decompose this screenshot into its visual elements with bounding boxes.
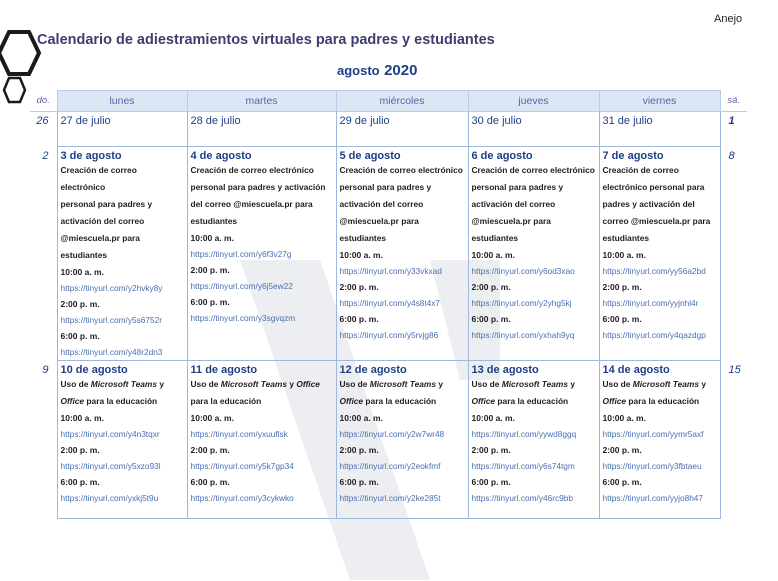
day-heading <box>191 361 333 376</box>
session-topic <box>472 376 596 410</box>
topic-text: Uso de <box>339 379 370 389</box>
session-link[interactable]: https://tinyurl.com/yxhah9yq <box>471 330 575 340</box>
day-cell <box>599 112 720 147</box>
session-link[interactable]: https://tinyurl.com/y5s6752r <box>60 315 162 325</box>
topic-product: Office <box>471 396 496 406</box>
weekday-header: do. <box>30 91 57 112</box>
session-time: 2:00 p. m. <box>471 282 511 292</box>
session-link[interactable]: https://tinyurl.com/y6f3v27g <box>190 249 292 259</box>
day-number: 2 <box>42 149 49 162</box>
day-cell <box>336 361 468 519</box>
day-cell <box>336 112 468 147</box>
topic-text: y <box>568 379 575 389</box>
session-topic <box>340 376 465 410</box>
day-cell <box>57 361 187 519</box>
session-link[interactable]: https://tinyurl.com/y5xzo93l <box>60 461 161 471</box>
topic-text: y <box>699 379 706 389</box>
topic-line: Creación de correo electrónico <box>471 165 595 175</box>
topic-product: Microsoft Teams <box>501 379 568 389</box>
day-number: 10 <box>60 364 73 376</box>
topic-text: Uso de <box>190 379 221 389</box>
day-heading <box>603 147 717 162</box>
session-time: 10:00 a. m. <box>339 413 383 423</box>
topic-product: Microsoft Teams <box>369 379 436 389</box>
session-topic <box>603 376 717 410</box>
topic-line: activación del correo <box>60 216 145 226</box>
topic-line: personal para padres y <box>60 199 153 209</box>
topic-line: Creación de correo <box>602 165 679 175</box>
session-link[interactable]: https://tinyurl.com/y4s8t4x7 <box>339 298 441 308</box>
week-row <box>30 361 747 519</box>
session-time: 6:00 p. m. <box>602 314 642 324</box>
topic-text: para la educación <box>363 396 437 406</box>
session-topic <box>61 376 184 410</box>
topic-line: electrónico personal para <box>602 182 705 192</box>
session-time: 10:00 a. m. <box>471 250 515 260</box>
topic-product: Office <box>339 396 364 406</box>
day-number: 11 <box>190 364 203 376</box>
session-link[interactable]: https://tinyurl.com/y2yhg5kj <box>471 298 572 308</box>
session-link[interactable]: https://tinyurl.com/yyjo8h47 <box>602 493 704 503</box>
topic-product: Microsoft Teams <box>632 379 699 389</box>
session-time: 2:00 p. m. <box>190 445 230 455</box>
sunday-cell <box>30 147 57 361</box>
weekday-header: martes <box>187 91 336 112</box>
week-row <box>30 147 747 361</box>
topic-line: @miescuela.pr para <box>471 216 551 226</box>
session-time: 2:00 p. m. <box>339 282 379 292</box>
topic-product: Microsoft Teams <box>220 379 287 389</box>
day-month-label: de agosto <box>196 150 252 162</box>
day-date: 30 de julio <box>471 115 522 127</box>
session-time: 10:00 a. m. <box>602 250 646 260</box>
topic-line: estudiantes <box>339 233 387 243</box>
saturday-cell <box>720 361 747 519</box>
topic-line: Creación de correo electrónico <box>190 165 314 175</box>
session-link[interactable]: https://tinyurl.com/y3sgvqzm <box>190 313 296 323</box>
day-cell <box>187 147 336 361</box>
topic-line: @miescuela.pr para <box>60 233 140 243</box>
topic-text: Uso de <box>471 379 502 389</box>
weekday-header: sá. <box>720 91 747 112</box>
session-link[interactable]: https://tinyurl.com/y46rc9bb <box>471 493 573 503</box>
session-time: 10:00 a. m. <box>471 413 515 423</box>
topic-line: estudiantes <box>60 250 108 260</box>
day-cell <box>187 361 336 519</box>
day-cell <box>468 147 599 361</box>
topic-line: personal para padres y activación <box>190 182 326 192</box>
day-month-label: de agosto <box>202 364 258 376</box>
session-link[interactable]: https://tinyurl.com/y48r2dn3 <box>60 347 163 357</box>
session-link[interactable]: https://tinyurl.com/y33vkxad <box>339 266 442 276</box>
session-time: 10:00 a. m. <box>190 413 234 423</box>
week-row <box>30 112 747 147</box>
topic-line: estudiantes <box>190 216 238 226</box>
session-link[interactable]: https://tinyurl.com/yy56a2bd <box>602 266 706 276</box>
day-heading <box>61 147 184 162</box>
session-time: 10:00 a. m. <box>190 233 234 243</box>
day-month-label: de agosto <box>608 150 664 162</box>
topic-line: Creación de correo electrónico <box>339 165 463 175</box>
day-date: 27 de julio <box>60 115 111 127</box>
day-number: 7 <box>602 150 609 162</box>
session-topic <box>61 162 184 264</box>
session-time: 6:00 p. m. <box>190 477 230 487</box>
session-time: 2:00 p. m. <box>602 445 642 455</box>
topic-text: Uso de <box>60 379 91 389</box>
session-time: 6:00 p. m. <box>339 314 379 324</box>
topic-text: y <box>436 379 443 389</box>
day-heading <box>61 361 184 376</box>
day-number: 4 <box>190 150 197 162</box>
topic-text: Uso de <box>602 379 633 389</box>
day-month-label: de agosto <box>483 364 539 376</box>
session-time: 2:00 p. m. <box>60 445 100 455</box>
topic-line: activación del correo <box>339 199 424 209</box>
session-link[interactable]: https://tinyurl.com/y2w7wr48 <box>339 429 445 439</box>
day-month-label: de agosto <box>72 364 128 376</box>
day-number: 14 <box>602 364 615 376</box>
topic-line: personal para padres y <box>339 182 432 192</box>
saturday-cell <box>720 112 747 147</box>
sunday-cell <box>30 112 57 147</box>
topic-line: activación del correo <box>471 199 556 209</box>
day-heading <box>603 361 717 376</box>
session-link[interactable]: https://tinyurl.com/yxkj5t9u <box>60 493 159 503</box>
session-link[interactable]: https://tinyurl.com/y2ke285t <box>339 493 441 503</box>
session-link[interactable]: https://tinyurl.com/y4n3tqxr <box>60 429 160 439</box>
session-time: 10:00 a. m. <box>60 267 104 277</box>
day-cell <box>599 147 720 361</box>
day-month-label: de agosto <box>351 364 407 376</box>
session-link[interactable]: https://tinyurl.com/y3fbtaeu <box>602 461 702 471</box>
session-link[interactable]: https://tinyurl.com/y6j5ew22 <box>190 281 293 291</box>
session-time: 6:00 p. m. <box>60 331 100 341</box>
session-link[interactable]: https://tinyurl.com/y6s74tgm <box>471 461 575 471</box>
session-time: 2:00 p. m. <box>60 299 100 309</box>
day-number: 9 <box>42 363 49 376</box>
day-number: 8 <box>728 149 735 162</box>
day-cell <box>336 147 468 361</box>
weekday-header: miércoles <box>336 91 468 112</box>
weekday-header: viernes <box>599 91 720 112</box>
weekday-header: lunes <box>57 91 187 112</box>
day-number: 15 <box>728 363 741 376</box>
session-time: 6:00 p. m. <box>471 314 511 324</box>
day-number: 12 <box>339 364 352 376</box>
session-topic <box>191 376 333 410</box>
day-cell <box>599 361 720 519</box>
day-cell <box>468 112 599 147</box>
topic-line: del correo @miescuela.pr para <box>190 199 313 209</box>
day-heading <box>340 361 465 376</box>
topic-product: Microsoft Teams <box>90 379 157 389</box>
session-link[interactable]: https://tinyurl.com/y3cykwko <box>190 493 294 503</box>
topic-line: @miescuela.pr para <box>339 216 419 226</box>
session-link[interactable]: https://tinyurl.com/yyjnhl4r <box>602 298 699 308</box>
topic-text: y <box>287 379 297 389</box>
session-time: 6:00 p. m. <box>190 297 230 307</box>
session-time: 10:00 a. m. <box>339 250 383 260</box>
session-link[interactable]: https://tinyurl.com/y4qazdgp <box>602 330 706 340</box>
day-number: 13 <box>471 364 484 376</box>
topic-product: Office <box>296 379 320 389</box>
day-heading <box>340 147 465 162</box>
day-number: 5 <box>339 150 346 162</box>
day-month-label: de agosto <box>477 150 533 162</box>
topic-text: para la educación <box>626 396 700 406</box>
topic-line: estudiantes <box>602 233 650 243</box>
topic-line: estudiantes <box>471 233 519 243</box>
day-date: 31 de julio <box>602 115 653 127</box>
day-month-label: de agosto <box>345 150 401 162</box>
session-topic <box>340 162 465 247</box>
session-time: 6:00 p. m. <box>60 477 100 487</box>
topic-text: para la educación <box>190 396 262 406</box>
day-heading <box>472 147 596 162</box>
session-link[interactable]: https://tinyurl.com/y5rvjg86 <box>339 330 439 340</box>
session-link[interactable]: https://tinyurl.com/y2hvky8y <box>60 283 163 293</box>
topic-line: correo @miescuela.pr para <box>602 216 711 226</box>
day-month-label: de agosto <box>614 364 670 376</box>
day-cell <box>57 147 187 361</box>
session-link[interactable]: https://tinyurl.com/y5k7gp34 <box>190 461 294 471</box>
topic-line: Creación de correo electrónico <box>60 165 137 192</box>
session-time: 2:00 p. m. <box>190 265 230 275</box>
day-date: 29 de julio <box>339 115 390 127</box>
day-number: 26 <box>36 115 49 127</box>
sunday-cell <box>30 361 57 519</box>
day-number: 1 <box>728 115 735 127</box>
session-topic <box>191 162 333 230</box>
day-heading <box>472 361 596 376</box>
month-year: 2020 <box>384 62 418 79</box>
session-time: 6:00 p. m. <box>471 477 511 487</box>
session-link[interactable]: https://tinyurl.com/y2eokfmf <box>339 461 441 471</box>
session-link[interactable]: https://tinyurl.com/yxuuflsk <box>190 429 288 439</box>
session-time: 6:00 p. m. <box>339 477 379 487</box>
session-time: 2:00 p. m. <box>339 445 379 455</box>
saturday-cell <box>720 147 747 361</box>
topic-text: para la educación <box>495 396 569 406</box>
session-link[interactable]: https://tinyurl.com/y6od3xao <box>471 266 575 276</box>
weekday-header-row <box>30 91 747 112</box>
session-topic <box>472 162 596 247</box>
day-number: 3 <box>60 150 67 162</box>
topic-line: padres y activación del <box>602 199 695 209</box>
day-cell <box>187 112 336 147</box>
day-month-label: de agosto <box>66 150 122 162</box>
topic-product: Office <box>602 396 627 406</box>
day-cell <box>468 361 599 519</box>
session-topic <box>603 162 717 247</box>
topic-text: y <box>157 379 164 389</box>
session-time: 10:00 a. m. <box>60 413 104 423</box>
annex-label: Anejo <box>714 13 743 25</box>
document-title: Calendario de adiestramientos virtuales para padres y estudiantes <box>37 32 495 48</box>
topic-line: personal para padres y <box>471 182 564 192</box>
day-date: 28 de julio <box>190 115 241 127</box>
topic-product: Office <box>60 396 85 406</box>
day-number: 6 <box>471 150 478 162</box>
session-time: 2:00 p. m. <box>471 445 511 455</box>
month-heading <box>337 62 417 80</box>
day-cell <box>57 112 187 147</box>
session-time: 10:00 a. m. <box>602 413 646 423</box>
day-heading <box>191 147 333 162</box>
topic-text: para la educación <box>84 396 158 406</box>
session-time: 2:00 p. m. <box>602 282 642 292</box>
month-name: agosto <box>337 63 380 78</box>
session-link[interactable]: https://tinyurl.com/yymr5axf <box>602 429 704 439</box>
session-time: 6:00 p. m. <box>602 477 642 487</box>
weekday-header: jueves <box>468 91 599 112</box>
session-link[interactable]: https://tinyurl.com/yywd8ggq <box>471 429 577 439</box>
calendar-table <box>30 90 747 519</box>
